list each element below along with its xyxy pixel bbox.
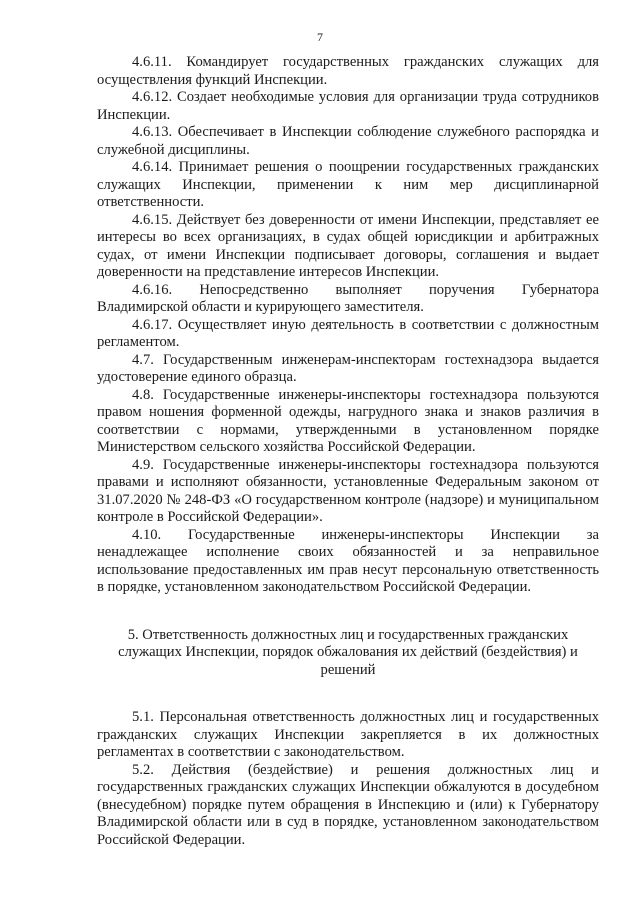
paragraph-4-6-13: 4.6.13. Обеспечивает в Инспекции соблюдение служебного распорядка и служебной дисциплины. xyxy=(97,124,599,158)
paragraph-4-6-12: 4.6.12. Создает необходимые условия для организации труда сотрудников Инспекции. xyxy=(97,89,599,123)
paragraph-4-7: 4.7. Государственным инженерам-инспекторам гостехнадзора выдается удостоверение единого образца. xyxy=(97,351,599,385)
paragraph-5-2: 5.2. Действия (бездействие) и решения должностных лиц и государственных гражданских служащих Инспекции обжалуются в досудебном (внесудебном) порядке путем обращения в Инспекцию и (или) к Губернатору Владимирской области или в суд в порядке, установленном законодательством Российской Федерации. xyxy=(97,761,599,848)
paragraph-4-6-17: 4.6.17. Осуществляет иную деятельность в соответствии с должностным регламентом. xyxy=(97,316,599,350)
page-number: 7 xyxy=(317,30,323,44)
paragraph-4-6-16: 4.6.16. Непосредственно выполняет поручения Губернатора Владимирской области и курирующего заместителя. xyxy=(97,281,599,315)
paragraph-4-6-11: 4.6.11. Командирует государственных гражданских служащих для осуществления функций Инспекции. xyxy=(97,54,599,88)
document-body xyxy=(97,54,599,849)
paragraph-4-6-15: 4.6.15. Действует без доверенности от имени Инспекции, представляет ее интересы во всех организациях, в судах общей юрисдикции и арбитражных судах, от имени Инспекции подписывает договоры, соглашения и выдает доверенности на представление интересов Инспекции. xyxy=(97,211,599,280)
paragraph-4-8: 4.8. Государственные инженеры-инспекторы гостехнадзора пользуются правом ношения форменной одежды, нагрудного знака и знаков различия в соответствии с нормами, утвержденными в установленном порядке Министерством сельского хозяйства Российской Федерации. xyxy=(97,386,599,455)
section-5-heading: 5. Ответственность должностных лиц и государственных гражданских служащих Инспекции, порядок обжалования их действий (бездействия) и решений xyxy=(118,626,578,678)
paragraph-5-1: 5.1. Персональная ответственность должностных лиц и государственных гражданских служащих Инспекции закрепляется в их должностных регламентах в соответствии с законодательством. xyxy=(97,709,599,760)
paragraph-4-10: 4.10. Государственные инженеры-инспекторы Инспекции за ненадлежащее исполнение своих обязанностей и за неправильное использование предоставленных им прав несут персональную ответственность в порядке, установленном законодательством Российской Федерации. xyxy=(97,526,599,595)
paragraph-4-9: 4.9. Государственные инженеры-инспекторы гостехнадзора пользуются правами и исполняют обязанности, установленные Федеральным законом от 31.07.2020 № 248-ФЗ «О государственном контроле (надзоре) и муниципальном контроле в Российской Федерации». xyxy=(97,456,599,525)
paragraph-4-6-14: 4.6.14. Принимает решения о поощрении государственных гражданских служащих Инспекции, применении к ним мер дисциплинарной ответственности. xyxy=(97,159,599,210)
